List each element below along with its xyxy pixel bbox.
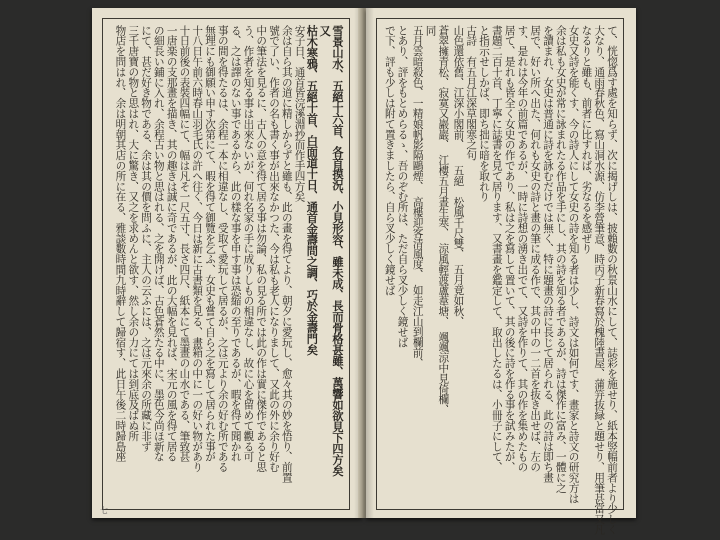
- left-page-text-column: る、之は譯のない事であるから、此の樣な事を申す事は恐縮の至りであるが、暇を得て聞かれ: [229, 25, 242, 462]
- right-page-text-column: 蒼翠擁青松、寂寞又巖巖、 江樓五月晝生寒、 涼風輕渡蘆葦塘、 颯颯涼中見倚欄、: [437, 25, 450, 415]
- left-page: [92, 8, 362, 518]
- left-page-text-column: 十八日午前六時春山羽毛氏の許へ往く、今日は新に古書類を見る、畫箱の中に一の好い物があり: [191, 25, 204, 473]
- left-page-text-column: 余は自ら其の道に精しからずと雖も、此の畫を得てより、朝夕に愛玩し、愈々其の妙を悟り、前置: [280, 25, 293, 483]
- right-page-frame: [376, 18, 624, 535]
- right-page-text-column: 同: [424, 25, 437, 36]
- right-page-text-column: て、恍惚爲す處を知らず、次に揭げしは、披賴數の秋景山水にして、誌彩を施せり、紙本竪幅前者より少しく: [606, 25, 618, 535]
- left-page-text: [109, 25, 343, 503]
- right-page-text-column: す、是れは今年の前篇であるが、一時に詩想の湧き出でて、又詩を作りて、其の作を集めたもの: [516, 25, 529, 473]
- right-page: [366, 8, 636, 535]
- right-page-text-column: 古詩 有五月江深草閣寒之句: [465, 25, 478, 161]
- left-page-text-column: 物店を問はれ、余は明朝其店の所に在る、雅談數時間九時辭して歸宿す、此日午後二時歸島座: [114, 25, 127, 462]
- left-page-frame: [102, 18, 350, 510]
- right-page-text-column: 余は私も女史が常に詠まれたる作品を手にし、其の詩を知る者であるが、詩は傑作に富み、一體に之: [554, 25, 567, 493]
- left-page-text-column: 無理にも御願い申す次第にて、暇を得て御覽を乞ふ、女史も嘗て自ら之を寫して居られた事が: [204, 25, 217, 462]
- right-page-text-column: で下、評も少しは附て置きましたら、自ら叉少しく鏡せば: [383, 25, 396, 296]
- left-page-text-column: の細長い鋪に入れ、余程古い物と思はれる、之を開けば、古色蒼然たる中に、墨色今尚ほ新な: [152, 25, 165, 462]
- left-page-text-column: 中の筆法を見るに、古人の意を得て居る事は勿論、私の見る所では此の作は實に傑作であると思: [255, 25, 268, 473]
- right-page-text-column: [409, 25, 410, 503]
- right-page-text-column: 居て、是れも皆全く女史の作であり、私は之を寫して置いて、其の後に詩を作る事を試みたが、: [503, 25, 516, 473]
- left-page-text-column: 一唐楽の支那畫を描き、其の趣きは誠に奇であるが、此の大幅を見れば、宋元の風を得て居る: [165, 25, 178, 462]
- right-page-text-column: 大なり、通雨春秋色、寫山洞水源、仿李營筆意、時丙子新春寫於槐陸書屋、蒲笄抜緑と題せり、用筆甚當又凡: [593, 25, 606, 535]
- right-page-text-column: 女史又詩を能くす、今の詩人にして女史の詩を知る者は少し、詩文は如何です、畫家と詩文の研究方は: [567, 25, 580, 504]
- right-page-text-column: 居で、好い所へ出た、何れも女史の詩と畫の筆に成る作で、其の中の一二首を抜き出せば、左の: [529, 25, 542, 473]
- right-page-text-column: 書題二百十首、丁寧に誌書を見て居ります、又書畫を鑑定して、取出したるは、小冊子にして、: [490, 25, 503, 473]
- right-page-text-column: なるりと雖も、前者に比すれば、劣なるを感ぜり: [580, 25, 593, 254]
- right-page-text-column: 五月雲暗殺色、一精娘帆影隔鷗煙、 高樓迎客清風度、 如走江山到欄前、: [411, 25, 424, 368]
- left-page-text-column: にて、甚だ好き物である、余は其の價を問ふに、主人の云ふには、之は元來余の所藏に非ず: [140, 25, 153, 452]
- left-page-text-column: 安子日、通首皆浣溪淵抄而作手四方矣: [293, 25, 306, 202]
- right-page-gutter-shadow: [366, 8, 374, 518]
- left-page-text-column: 號で了い、作者の名も書く事が出來なかつた、今は私も老人になりまして、又此の外に余り好む: [268, 25, 281, 473]
- left-page-text-column: 枯木寒鴉、五絕十首、白面道十日、通首金壽問之調、巧於金壽門矣: [305, 25, 320, 355]
- right-page-text-column: [449, 25, 450, 503]
- right-page-text-column: と指示せしかば、即ち拙に暗を取れり: [478, 25, 491, 202]
- left-page-text-column: 十日前後の表裝四幅にて、幅は凡そ一尺五寸、長さ四尺、紙本にて墨畫の山水である、筆致甚: [178, 25, 191, 462]
- page-number: 七: [100, 506, 108, 515]
- left-page-text-column: 事の間を得たるは、余程一本に相違なし、受取て愛玩して居るが、之は元より余の好む所である: [216, 25, 229, 473]
- left-page-text-column: 又: [318, 25, 333, 36]
- right-page-text-column: 山色還依舊、江深小閣前、 五絕 松風千尺雙、 五月竟如秋、: [452, 25, 465, 327]
- right-page-text-column: を讀まれ、女史は普通に詩を詠むだけでは無く、特に題畫の詩に長じて居られる、此の詩は即ち畫: [542, 25, 555, 483]
- left-page-text-column: う、作者を知る事は出來ないが、何れ名家の手に成りしもの相違なし、故に心を留めて觀る可: [242, 25, 255, 462]
- right-page-text: [383, 25, 618, 535]
- left-page-text-column: 三千唐寶の物と思はれ、大に驚き、又之を求めんと欲す、然し余の力にては到底及ばぬ所: [127, 25, 140, 441]
- open-book: [92, 8, 636, 535]
- right-page-text-column: とあり、評をもとめらるゝ、吾のぞむ所は、ただ自ら叉少しく鏡せば: [396, 25, 409, 348]
- left-page-text-column: 雪景山水、五絕十六首、各首摸況、小見形容、雖未成、長而骨格甚雖、萬響如欲見下四方矣: [331, 25, 345, 476]
